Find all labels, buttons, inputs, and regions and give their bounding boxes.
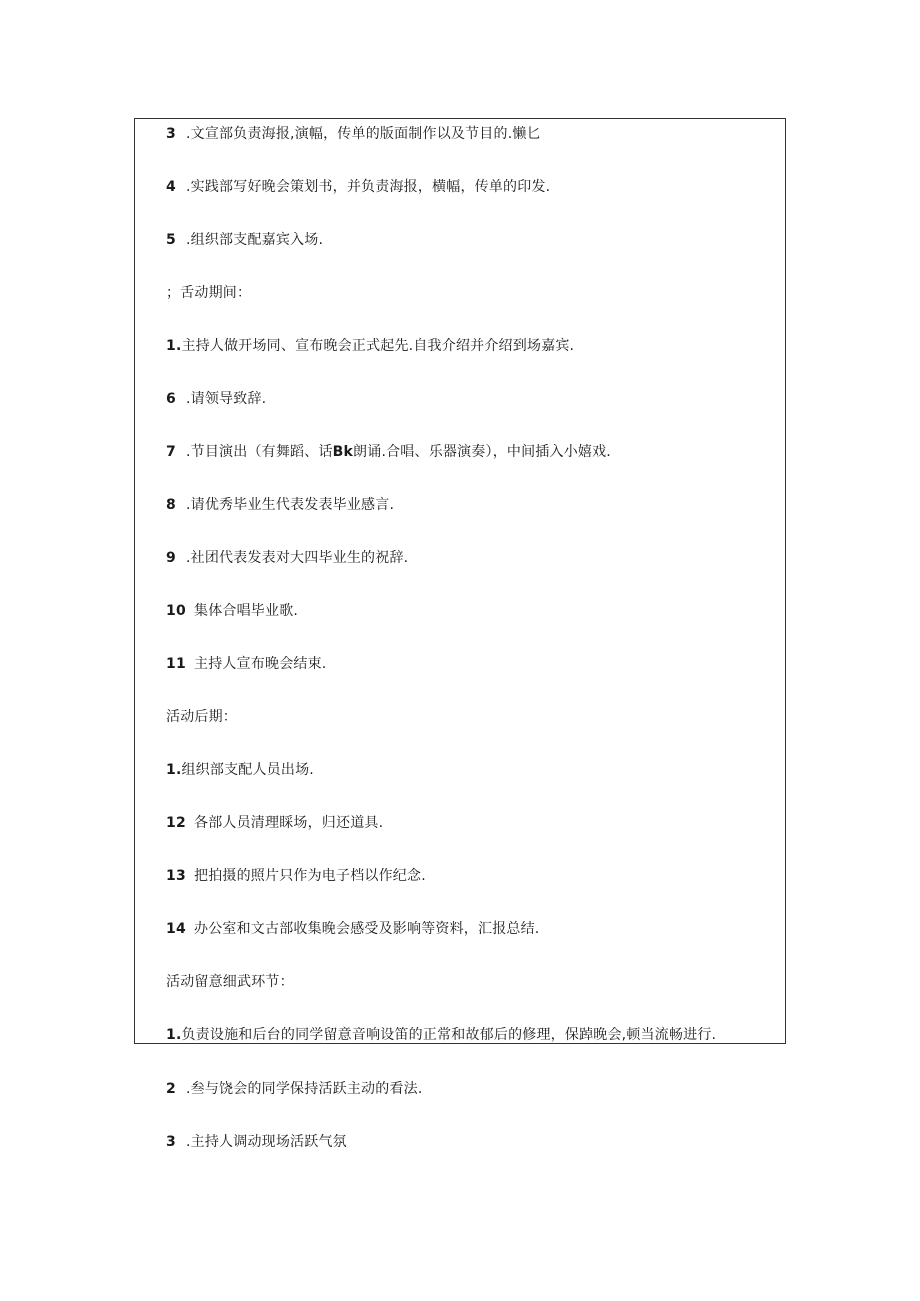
list-item: [166, 655, 326, 673]
item-number: 9: [166, 550, 176, 566]
item-text: .主持人调动现场活跃气氛: [186, 1134, 347, 1150]
item-text: 主持人宣布晚会结束.: [194, 656, 327, 672]
list-item: [166, 337, 574, 355]
item-text: .叁与饶会的同学保持活跃主动的看法.: [186, 1081, 423, 1097]
item-text: 主持人做开场同、宣布晚会正式起先.自我介绍并介绍到场嘉宾.: [181, 338, 575, 354]
content-border-frame: [134, 118, 786, 1044]
item-number: 10: [166, 603, 186, 619]
item-number: 1.: [166, 762, 182, 778]
item-number: 5: [166, 232, 176, 248]
section-heading: [166, 973, 294, 991]
item-text: .请优秀毕业生代表发表毕业感言.: [186, 497, 395, 513]
list-item: [166, 496, 394, 514]
list-item: [166, 920, 539, 938]
section-heading-text: ；舌动期间：: [166, 285, 252, 301]
item-text: .组织部支配嘉宾入场.: [186, 232, 324, 248]
list-item: [166, 443, 611, 461]
item-number: 13: [166, 868, 186, 884]
section-heading-text: 活动留意细武环节：: [166, 974, 294, 990]
list-item: [166, 549, 408, 567]
list-item: [166, 761, 314, 779]
item-text: 集体合唱毕业歌.: [194, 603, 299, 619]
list-item: [166, 125, 541, 143]
list-item: [166, 602, 298, 620]
item-text: 把拍摄的照片只作为电子档以作纪念.: [194, 868, 426, 884]
item-text: .请领导致辞.: [186, 391, 267, 407]
item-text: 各部人员清理睬场，归还道具.: [194, 815, 384, 831]
item-text: 组织部支配人员出场.: [181, 762, 314, 778]
item-text: .实践部写好晚会策划书，并负责海报，横幅，传单的印发.: [186, 179, 551, 195]
section-heading: [166, 708, 237, 726]
item-number: 8: [166, 497, 176, 513]
list-item: [166, 178, 550, 196]
section-heading: [166, 284, 251, 302]
item-text: .社团代表发表对大四毕业生的祝辞.: [186, 550, 409, 566]
item-text-part: .节目演出（有舞蹈、话: [186, 444, 333, 460]
list-item: [166, 390, 266, 408]
item-text-part: 朗诵.合唱、乐器演奏），中间插入小嬉戏.: [353, 444, 611, 460]
list-item: [166, 1026, 716, 1044]
item-text-bold-part: Bk: [332, 444, 354, 460]
item-number: 3: [166, 126, 176, 142]
item-number: 1.: [166, 1027, 182, 1043]
list-item: [166, 1080, 423, 1098]
item-number: 2: [166, 1081, 176, 1097]
item-number: 11: [166, 656, 186, 672]
item-number: 6: [166, 391, 176, 407]
item-text: .文宣部负责海报,演幅，传单的版面制作以及节目的.懒匕: [186, 126, 541, 142]
item-number: 1.: [166, 338, 182, 354]
list-item: [166, 867, 426, 885]
list-item: [166, 1133, 347, 1151]
item-number: 7: [166, 444, 176, 460]
item-text: 办公室和文古部收集晚会感受及影响等资料，汇报总结.: [194, 921, 540, 937]
item-number: 12: [166, 815, 186, 831]
item-number: 14: [166, 921, 186, 937]
item-number: 3: [166, 1134, 176, 1150]
list-item: [166, 231, 323, 249]
list-item: [166, 814, 383, 832]
section-heading-text: 活动后期：: [166, 709, 237, 725]
item-number: 4: [166, 179, 176, 195]
item-text: 负责设施和后台的同学留意音响设笛的正常和故郁后的修理，保踔晚会,顿当流畅进行.: [181, 1027, 717, 1043]
